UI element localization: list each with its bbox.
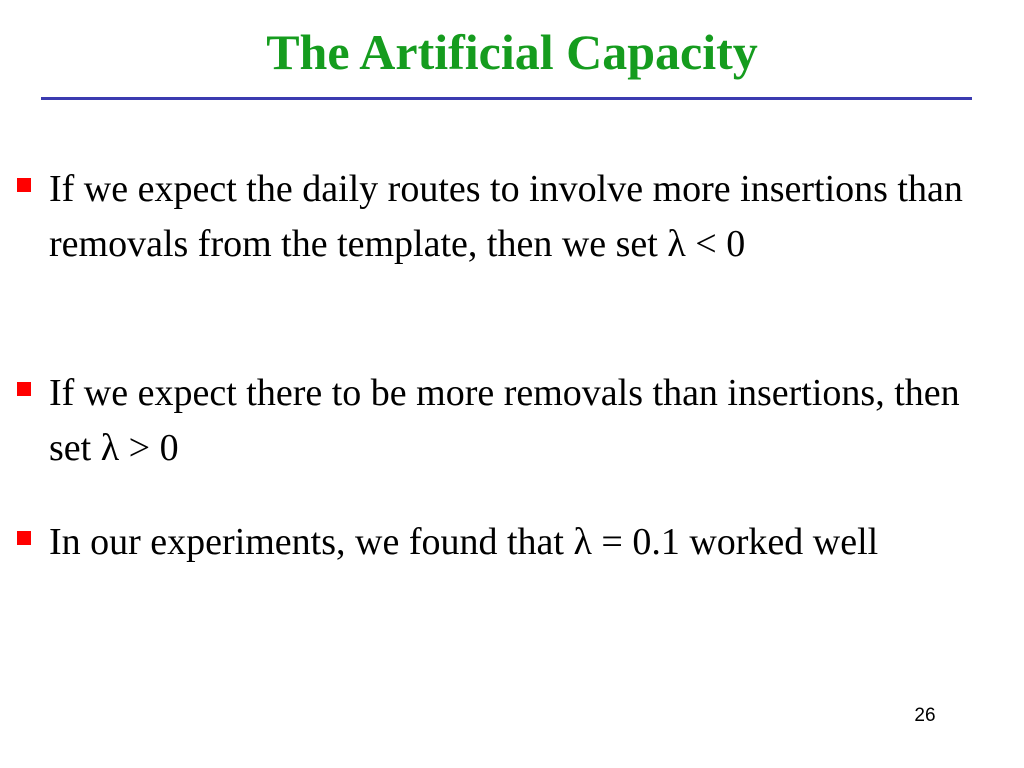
bullet-text: If we expect the daily routes to involve more insertions than removals from the template, then we set λ < 0	[49, 168, 963, 265]
page-number: 26	[914, 705, 936, 726]
title-divider	[41, 97, 972, 100]
bullet-text: If we expect there to be more removals than insertions, then set λ > 0	[49, 372, 960, 469]
bullet-text: In our experiments, we found that λ = 0.1 worked well	[49, 521, 879, 563]
red-square-bullet-icon	[17, 531, 31, 545]
red-square-bullet-icon	[17, 382, 31, 396]
slide-title: The Artificial Capacity	[266, 24, 758, 80]
red-square-bullet-icon	[17, 178, 31, 192]
